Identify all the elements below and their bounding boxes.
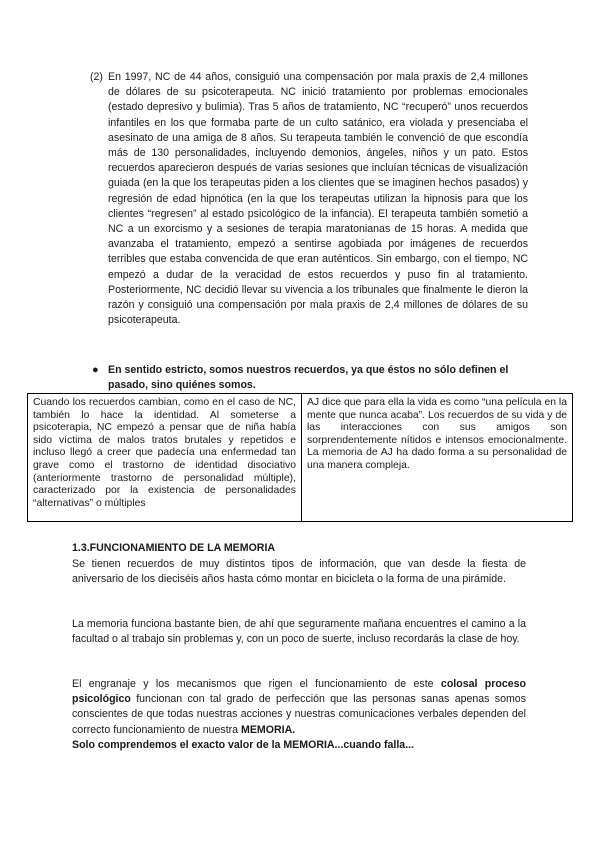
paragraph-3 — [72, 677, 526, 738]
paragraph-4: Solo comprendemos el exacto valor de la MEMORIA...cuando falla... — [72, 739, 415, 751]
case-text: En 1997, NC de 44 años, consiguió una compensación por mala praxis de 2,4 millones de dólares de su psicoterapeuta. NC inició tratamiento por problemas emocionales (estado depresivo y bulimia). Tras 5 años de tratamiento, NC “recuperó” unos recuerdos infantiles en los que formaba parte de un culto satánico, era violada y presenciaba el asesinato de una amiga de 8 años. Su terapeuta también le convenció de que escondía más de 130 personalidades, incluyendo demonios, ángeles, niños y un pato. Estos recuerdos aparecieron después de varias sesiones que incluían técnicas de visualización guiada (en la que los terapeutas piden a los clientes que se imaginen hechos pasados) y regresión de edad hipnótica (en la que los terapeutas utilizan la hipnosis para que los clientes “regresen” al estado psicológico de la infancia). El terapeuta también sometió a NC a un exorcismo y a sesiones de terapia maratonianas de 15 horas. A medida que avanzaba el tratamiento, empezó a sentirse agobiada por imágenes de recuerdos terribles que estaba convencida de que eran auténticos. Sin embargo, con el tiempo, NC empezó a dudar de la veracidad de estos recuerdos y puso fin al tratamiento. Posteriormente, NC decidió llevar su vivencia a los tribunales que finalmente le dieron la razón y consiguió una compensación por mala praxis de 2,4 millones de dólares de su psicoterapeuta. — [108, 71, 528, 327]
section-heading: 1.3.FUNCIONAMIENTO DE LA MEMORIA — [72, 542, 276, 554]
comparison-table — [27, 393, 573, 522]
table-row — [28, 394, 573, 522]
paragraph-2: La memoria funciona bastante bien, de ahí que seguramente mañana encuentres el camino a la facultad o al trabajo sin problemas y, con un poco de suerte, incluso recordarás la clase de hoy. — [72, 618, 526, 646]
key-bullet — [92, 363, 512, 393]
table-cell-aj: AJ dice que para ella la vida es como “una película en la mente que nunca acaba”. Los recuerdos de su vida y de las interacciones con sus amigos son sorprendentemente nítidos e intensos emocionalmente. La memoria de AJ ha dado forma a su personalidad de una manera compleja. — [302, 394, 573, 522]
bullet-icon: ● — [92, 364, 99, 376]
case-paragraph — [90, 70, 528, 328]
paragraph-3-part-c: funcionan con tal grado de perfección que las personas sanas apenas somos conscientes de que todas nuestras acciones y nuestras comunicaciones verbales dependen del correcto funcionamiento de nuestra — [72, 693, 526, 736]
case-number: (2) — [90, 71, 103, 83]
paragraph-3-part-a: El engranaje y los mecanismos que rigen el funcionamiento de este — [72, 678, 441, 690]
paragraph-1: Se tienen recuerdos de muy distintos tipos de información, que van desde la fiesta de aniversario de los dieciséis años hasta cómo montar en bicicleta o la forma de una pirámide. — [72, 558, 526, 586]
paragraph-3-emphasis: colosal proceso psicológico — [72, 678, 526, 706]
paragraph-3-memoria: MEMORIA. — [241, 723, 296, 736]
table-cell-nc: Cuando los recuerdos cambian, como en el caso de NC, también lo hace la identidad. Al someterse a psicoterapia, NC empezó a pensar que de niña había sido víctima de malos tratos brutales y repetidos e incluso llegó a creer que padecía una enfermedad tan grave como el trastorno de identidad disociativo (anteriormente trastorno de personalidad múltiple), caracterizado por la existencia de personalidades “alternativas” o múltiples — [28, 394, 302, 522]
bullet-text: En sentido estricto, somos nuestros recuerdos, ya que éstos no sólo definen el pasado, sino quiénes somos. — [108, 364, 509, 392]
